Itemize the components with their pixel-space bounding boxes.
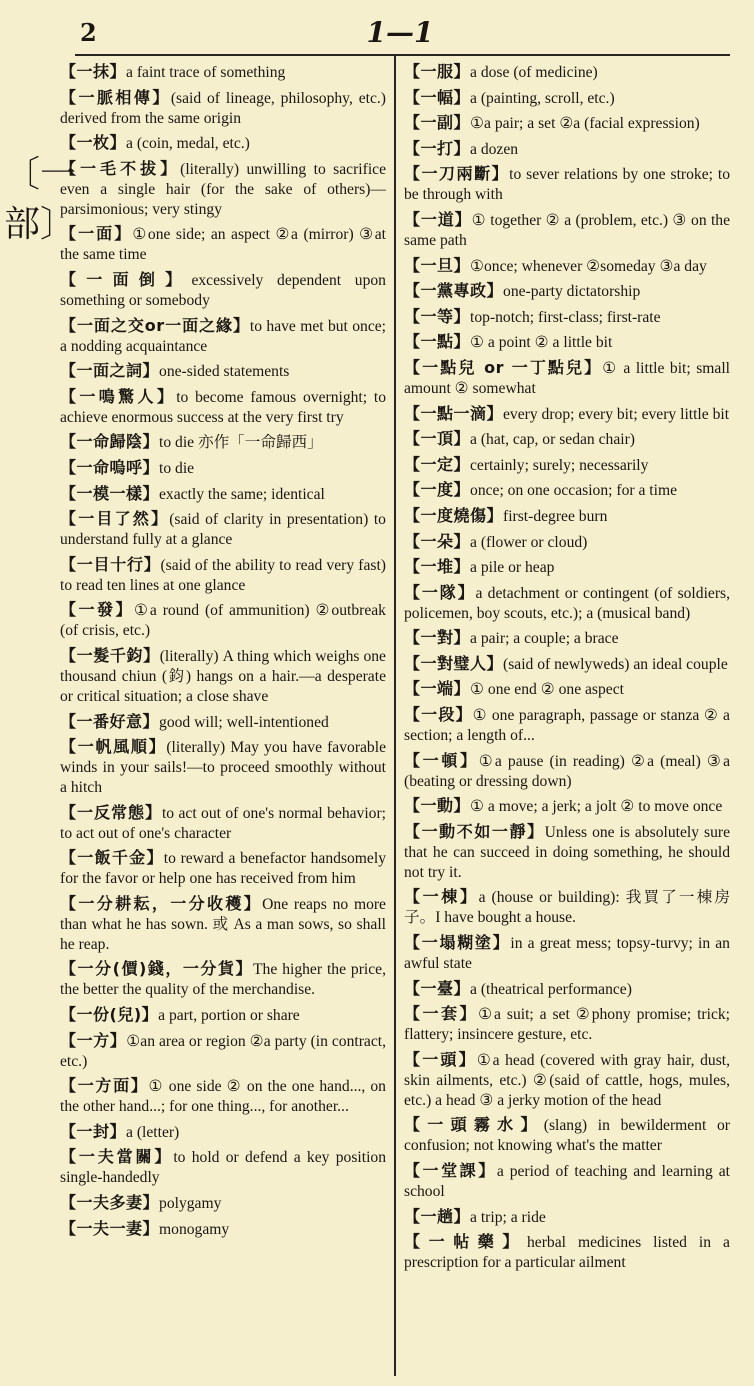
entry-headword: 【一動不如一靜】 bbox=[404, 821, 545, 841]
entry-headword: 【一分(價)錢，一分貨】 bbox=[60, 959, 254, 979]
entry-headword: 【一面之交or一面之緣】 bbox=[60, 315, 250, 335]
entry-headword: 【一打】 bbox=[404, 138, 471, 158]
dictionary-entry bbox=[60, 224, 386, 265]
entry-definition: good will; well-intentioned bbox=[159, 713, 329, 731]
entry-definition: a part, portion or share bbox=[158, 1007, 300, 1025]
entry-headword: 【一方面】 bbox=[60, 1076, 149, 1096]
dictionary-entry bbox=[404, 751, 730, 792]
page-header bbox=[0, 0, 754, 50]
entry-headword: 【一發】 bbox=[60, 600, 134, 620]
dictionary-entry bbox=[60, 712, 386, 733]
dictionary-entry bbox=[404, 139, 730, 160]
entry-definition: to reward a benefactor handsomely for the favor or help one has received from him bbox=[60, 850, 386, 888]
dictionary-entry bbox=[404, 429, 730, 450]
page-number: 2 bbox=[80, 18, 97, 47]
entry-definition: to become famous overnight; to achieve enormous success at the very first try bbox=[60, 388, 386, 426]
entry-headword: 【一命歸陰】 bbox=[60, 432, 160, 452]
entry-headword: 【一副】 bbox=[404, 113, 471, 133]
entry-definition: exactly the same; identical bbox=[159, 485, 325, 503]
dictionary-entry bbox=[404, 796, 730, 817]
dictionary-entry bbox=[404, 256, 730, 277]
dictionary-entry bbox=[404, 62, 730, 83]
dictionary-entry bbox=[404, 583, 730, 624]
dictionary-entry bbox=[404, 705, 730, 746]
dictionary-entry bbox=[404, 933, 730, 974]
entry-headword: 【一端】 bbox=[404, 679, 471, 699]
entry-definition: (slang) in bewilderment or confusion; not knowing what's the matter bbox=[404, 1117, 730, 1155]
dictionary-entry bbox=[404, 1115, 730, 1156]
dictionary-entry bbox=[60, 159, 386, 220]
entry-definition: ① a move; a jerk; a jolt ② to move once bbox=[470, 798, 723, 816]
entry-headword: 【一點一滴】 bbox=[404, 403, 504, 423]
entry-definition: certainly; surely; necessarily bbox=[470, 456, 649, 474]
dictionary-entry bbox=[404, 1050, 730, 1111]
dictionary-entry bbox=[60, 509, 386, 550]
entry-headword: 【一堆】 bbox=[404, 557, 471, 577]
dictionary-entry bbox=[60, 387, 386, 428]
dictionary-entry bbox=[60, 88, 386, 129]
entry-definition: a (house or building): 我買了一棟房子。I have bought a house. bbox=[404, 889, 730, 927]
entry-headword: 【一等】 bbox=[404, 306, 471, 326]
entry-definition: Unless one is absolutely sure that he can succeed in doing something, he should not try it. bbox=[404, 823, 730, 881]
entry-definition: ①one side; an aspect ②a (mirror) ③at the same time bbox=[60, 226, 386, 264]
entry-definition: a (painting, scroll, etc.) bbox=[470, 89, 615, 107]
entry-definition: (said of lineage, philosophy, etc.) derived from the same origin bbox=[60, 89, 386, 127]
entry-definition: to sever relations by one stroke; to be through with bbox=[404, 166, 730, 204]
dictionary-entry bbox=[60, 803, 386, 844]
entry-headword: 【一夫當關】 bbox=[60, 1147, 174, 1167]
entry-definition: excessively dependent upon something or somebody bbox=[60, 271, 386, 309]
entry-headword: 【一帆風順】 bbox=[60, 737, 167, 757]
entry-headword: 【一髮千鈞】 bbox=[60, 645, 160, 665]
entry-definition: The higher the price, the better the quality of the merchandise. bbox=[60, 961, 386, 999]
section-number: 1—1 bbox=[366, 16, 434, 49]
right-column bbox=[404, 62, 730, 1278]
entry-definition: One reaps no more than what he has sown. 或 As a man sows, so shall he reap. bbox=[60, 895, 386, 953]
entry-headword: 【一面】 bbox=[60, 224, 133, 244]
entry-headword: 【一堂課】 bbox=[404, 1161, 497, 1180]
dictionary-entry bbox=[404, 210, 730, 251]
entry-headword: 【一份(兒)】 bbox=[60, 1005, 159, 1025]
entry-headword: 【一頂】 bbox=[404, 429, 471, 449]
header-rule bbox=[75, 54, 730, 56]
entry-definition: first-degree burn bbox=[503, 507, 608, 525]
entry-headword: 【一朵】 bbox=[404, 531, 471, 551]
dictionary-entry bbox=[404, 88, 730, 109]
entry-headword: 【一封】 bbox=[60, 1121, 127, 1141]
dictionary-entry bbox=[404, 1161, 730, 1202]
entry-definition: to have met but once; a nodding acquaintance bbox=[60, 317, 386, 355]
entry-definition: (literally) unwilling to sacrifice even a single hair (for the sake of others)—parsimonious; very stingy bbox=[60, 160, 386, 218]
entry-headword: 【一頭霧水】 bbox=[404, 1115, 544, 1135]
entry-headword: 【一幅】 bbox=[404, 87, 471, 107]
dictionary-entry bbox=[404, 1207, 730, 1228]
entry-headword: 【一度燒傷】 bbox=[404, 505, 504, 525]
dictionary-entry bbox=[404, 480, 730, 501]
dictionary-entry bbox=[60, 1147, 386, 1188]
dictionary-entry bbox=[404, 1004, 730, 1045]
entry-headword: 【一飯千金】 bbox=[60, 848, 164, 868]
entry-headword: 【一方】 bbox=[60, 1030, 127, 1050]
dictionary-entry bbox=[60, 361, 386, 382]
dictionary-entry bbox=[404, 557, 730, 578]
entry-headword: 【一動】 bbox=[404, 796, 471, 816]
entry-headword: 【一段】 bbox=[404, 705, 473, 725]
dictionary-entry bbox=[404, 358, 730, 399]
dictionary-entry bbox=[60, 458, 386, 479]
entry-headword: 【一趟】 bbox=[404, 1206, 471, 1226]
entry-headword: 【一道】 bbox=[404, 209, 472, 229]
dictionary-entry bbox=[60, 959, 386, 1000]
side-tab-line: 部〕 bbox=[4, 204, 77, 245]
entry-definition: to die bbox=[159, 459, 195, 477]
dictionary-entry bbox=[404, 887, 730, 928]
side-tab-line: 〔一 bbox=[4, 154, 77, 195]
dictionary-entry bbox=[404, 979, 730, 1000]
entry-headword: 【一定】 bbox=[404, 454, 471, 474]
entry-headword: 【一點兒 or 一丁點兒】 bbox=[404, 357, 603, 377]
entry-definition: ①an area or region ②a party (in contract, etc.) bbox=[60, 1032, 386, 1070]
entry-definition: polygamy bbox=[159, 1195, 222, 1213]
entry-headword: 【一棟】 bbox=[404, 887, 479, 907]
entry-definition: to die 亦作「一命歸西」 bbox=[159, 434, 323, 452]
entry-headword: 【一度】 bbox=[404, 480, 471, 500]
dictionary-entry bbox=[60, 1219, 386, 1240]
entry-definition: a dose (of medicine) bbox=[470, 64, 598, 81]
dictionary-entry bbox=[60, 484, 386, 505]
dictionary-entry bbox=[404, 307, 730, 328]
entry-definition: ① together ② a (problem, etc.) ③ on the same path bbox=[404, 211, 730, 249]
entry-headword: 【一隊】 bbox=[404, 582, 476, 602]
left-column bbox=[60, 62, 386, 1244]
entry-definition: (literally) A thing which weighs one thousand chiun (鈞) hangs on a hair.—a desperate or critical situation; a close shave bbox=[60, 647, 386, 705]
dictionary-entry bbox=[404, 506, 730, 527]
entry-definition: a (coin, medal, etc.) bbox=[126, 135, 250, 153]
dictionary-entry bbox=[60, 848, 386, 889]
entry-headword: 【一旦】 bbox=[404, 255, 471, 275]
dictionary-entry bbox=[404, 404, 730, 425]
entry-definition: ① one side ② on the one hand..., on the other hand...; for one thing..., for another... bbox=[60, 1078, 386, 1116]
entry-definition: a (flower or cloud) bbox=[470, 533, 588, 551]
entry-headword: 【一毛不拔】 bbox=[60, 158, 181, 178]
entry-definition: ①a pair; a set ②a (facial expression) bbox=[470, 115, 700, 133]
entry-definition: a dozen bbox=[470, 140, 519, 158]
entry-headword: 【一夫一妻】 bbox=[60, 1218, 160, 1238]
dictionary-entry bbox=[60, 1031, 386, 1072]
entry-definition: ①once; whenever ②someday ③a day bbox=[470, 257, 707, 275]
dictionary-entry bbox=[404, 822, 730, 883]
entry-definition: in a great mess; topsy-turvy; in an awful state bbox=[404, 935, 730, 973]
entry-definition: a detachment or contingent (of soldiers, policemen, boy scouts, etc.); a (musical band) bbox=[404, 584, 730, 622]
entry-headword: 【一套】 bbox=[404, 1004, 479, 1024]
dictionary-entry bbox=[60, 133, 386, 154]
entry-headword: 【一脈相傳】 bbox=[60, 87, 171, 107]
entry-headword: 【一頭】 bbox=[404, 1049, 477, 1069]
entry-headword: 【一服】 bbox=[404, 62, 471, 81]
dictionary-entry bbox=[60, 1193, 386, 1214]
entry-definition: (literally) May you have favorable winds in your sails!—to proceed smoothly without a hitch bbox=[60, 739, 386, 797]
entry-headword: 【一對璧人】 bbox=[404, 653, 504, 673]
dictionary-entry bbox=[404, 1232, 730, 1273]
entry-headword: 【一分耕耘，一分收穫】 bbox=[60, 893, 263, 913]
entry-definition: ①a suit; a set ②phony promise; trick; flattery; insincere gesture, etc. bbox=[404, 1006, 730, 1044]
entry-headword: 【一模一樣】 bbox=[60, 483, 160, 503]
entry-definition: ① a little bit; small amount ② somewhat bbox=[404, 359, 731, 397]
entry-definition: one-party dictatorship bbox=[503, 283, 641, 301]
dictionary-entry bbox=[404, 455, 730, 476]
dictionary-entry bbox=[60, 316, 386, 357]
dictionary-entry bbox=[60, 432, 386, 453]
entry-definition: herbal medicines listed in a prescription for a particular ailment bbox=[404, 1234, 730, 1272]
dictionary-entry bbox=[404, 654, 730, 675]
entry-headword: 【一反常態】 bbox=[60, 802, 162, 822]
dictionary-entry bbox=[404, 113, 730, 134]
entry-definition: a (letter) bbox=[126, 1123, 180, 1141]
dictionary-entry bbox=[404, 332, 730, 353]
dictionary-entry bbox=[404, 164, 730, 205]
entry-definition: a (theatrical performance) bbox=[470, 980, 632, 998]
entry-definition: a (hat, cap, or sedan chair) bbox=[470, 431, 635, 449]
entry-definition: one-sided statements bbox=[159, 363, 290, 381]
entry-definition: a faint trace of something bbox=[126, 64, 286, 81]
entry-headword: 【一番好意】 bbox=[60, 711, 160, 731]
entry-headword: 【一頓】 bbox=[404, 750, 479, 770]
dictionary-entry bbox=[404, 281, 730, 302]
entry-definition: (said of newlyweds) an ideal couple bbox=[503, 655, 728, 673]
dictionary-entry bbox=[60, 555, 386, 596]
entry-definition: ①a round (of ammunition) ②outbreak (of crisis, etc.) bbox=[60, 602, 386, 640]
entry-definition: a pair; a couple; a brace bbox=[470, 630, 619, 648]
entry-definition: a trip; a ride bbox=[470, 1208, 546, 1226]
entry-headword: 【一對】 bbox=[404, 628, 471, 648]
entry-headword: 【一目了然】 bbox=[60, 509, 170, 529]
dictionary-entry bbox=[60, 270, 386, 311]
entry-headword: 【一點】 bbox=[404, 332, 471, 352]
entry-definition: ① one end ② one aspect bbox=[470, 681, 624, 699]
entry-headword: 【一塌糊塗】 bbox=[404, 933, 511, 953]
entry-headword: 【一黨專政】 bbox=[404, 281, 504, 301]
entry-definition: ①a pause (in reading) ②a (meal) ③a (beating or dressing down) bbox=[404, 752, 730, 790]
entry-definition: a pile or heap bbox=[470, 559, 555, 577]
entry-headword: 【一面之詞】 bbox=[60, 361, 160, 381]
dictionary-entry bbox=[404, 532, 730, 553]
dictionary-entry bbox=[60, 600, 386, 641]
entry-definition: ① one paragraph, passage or stanza ② a section; a length of... bbox=[404, 707, 730, 745]
entry-definition: (said of the ability to read very fast) to read ten lines at one glance bbox=[60, 556, 386, 594]
dictionary-entry bbox=[404, 628, 730, 649]
entry-headword: 【一臺】 bbox=[404, 978, 471, 998]
entry-headword: 【一命嗚呼】 bbox=[60, 457, 160, 477]
entry-definition: to hold or defend a key position single-handedly bbox=[60, 1149, 386, 1187]
entry-definition: (said of clarity in presentation) to understand fully at a glance bbox=[60, 511, 386, 549]
dictionary-entry bbox=[60, 62, 386, 83]
radical-side-tab bbox=[4, 150, 77, 288]
dictionary-entry bbox=[60, 646, 386, 707]
entry-definition: every drop; every bit; every little bit bbox=[503, 405, 730, 423]
entry-definition: a period of teaching and learning at school bbox=[404, 1163, 730, 1200]
entry-definition: ①a head (covered with gray hair, dust, skin ailments, etc.) ②(said of cattle, hogs, mules, etc.) a head ③ a jerky motion of the head bbox=[404, 1051, 730, 1109]
dictionary-entry bbox=[60, 894, 386, 955]
entry-definition: monogamy bbox=[159, 1220, 230, 1238]
dictionary-entry bbox=[60, 1005, 386, 1026]
entry-headword: 【一夫多妻】 bbox=[60, 1193, 160, 1213]
dictionary-entry bbox=[60, 1076, 386, 1117]
entry-headword: 【一抹】 bbox=[60, 62, 127, 81]
dictionary-entry bbox=[60, 737, 386, 798]
entry-headword: 【一面倒】 bbox=[60, 269, 192, 289]
entry-definition: to act out of one's normal behavior; to act out of one's character bbox=[60, 804, 386, 842]
column-divider bbox=[394, 56, 396, 1376]
entry-headword: 【一枚】 bbox=[60, 133, 127, 153]
entry-definition: top-notch; first-class; first-rate bbox=[470, 308, 661, 326]
entry-headword: 【一鳴驚人】 bbox=[60, 386, 177, 406]
entry-definition: ① a point ② a little bit bbox=[470, 334, 613, 352]
entry-headword: 【一目十行】 bbox=[60, 554, 161, 574]
entry-headword: 【一帖藥】 bbox=[404, 1232, 527, 1252]
entry-headword: 【一刀兩斷】 bbox=[404, 164, 510, 184]
entry-definition: once; on one occasion; for a time bbox=[470, 482, 677, 500]
dictionary-entry bbox=[60, 1122, 386, 1143]
dictionary-entry bbox=[404, 679, 730, 700]
